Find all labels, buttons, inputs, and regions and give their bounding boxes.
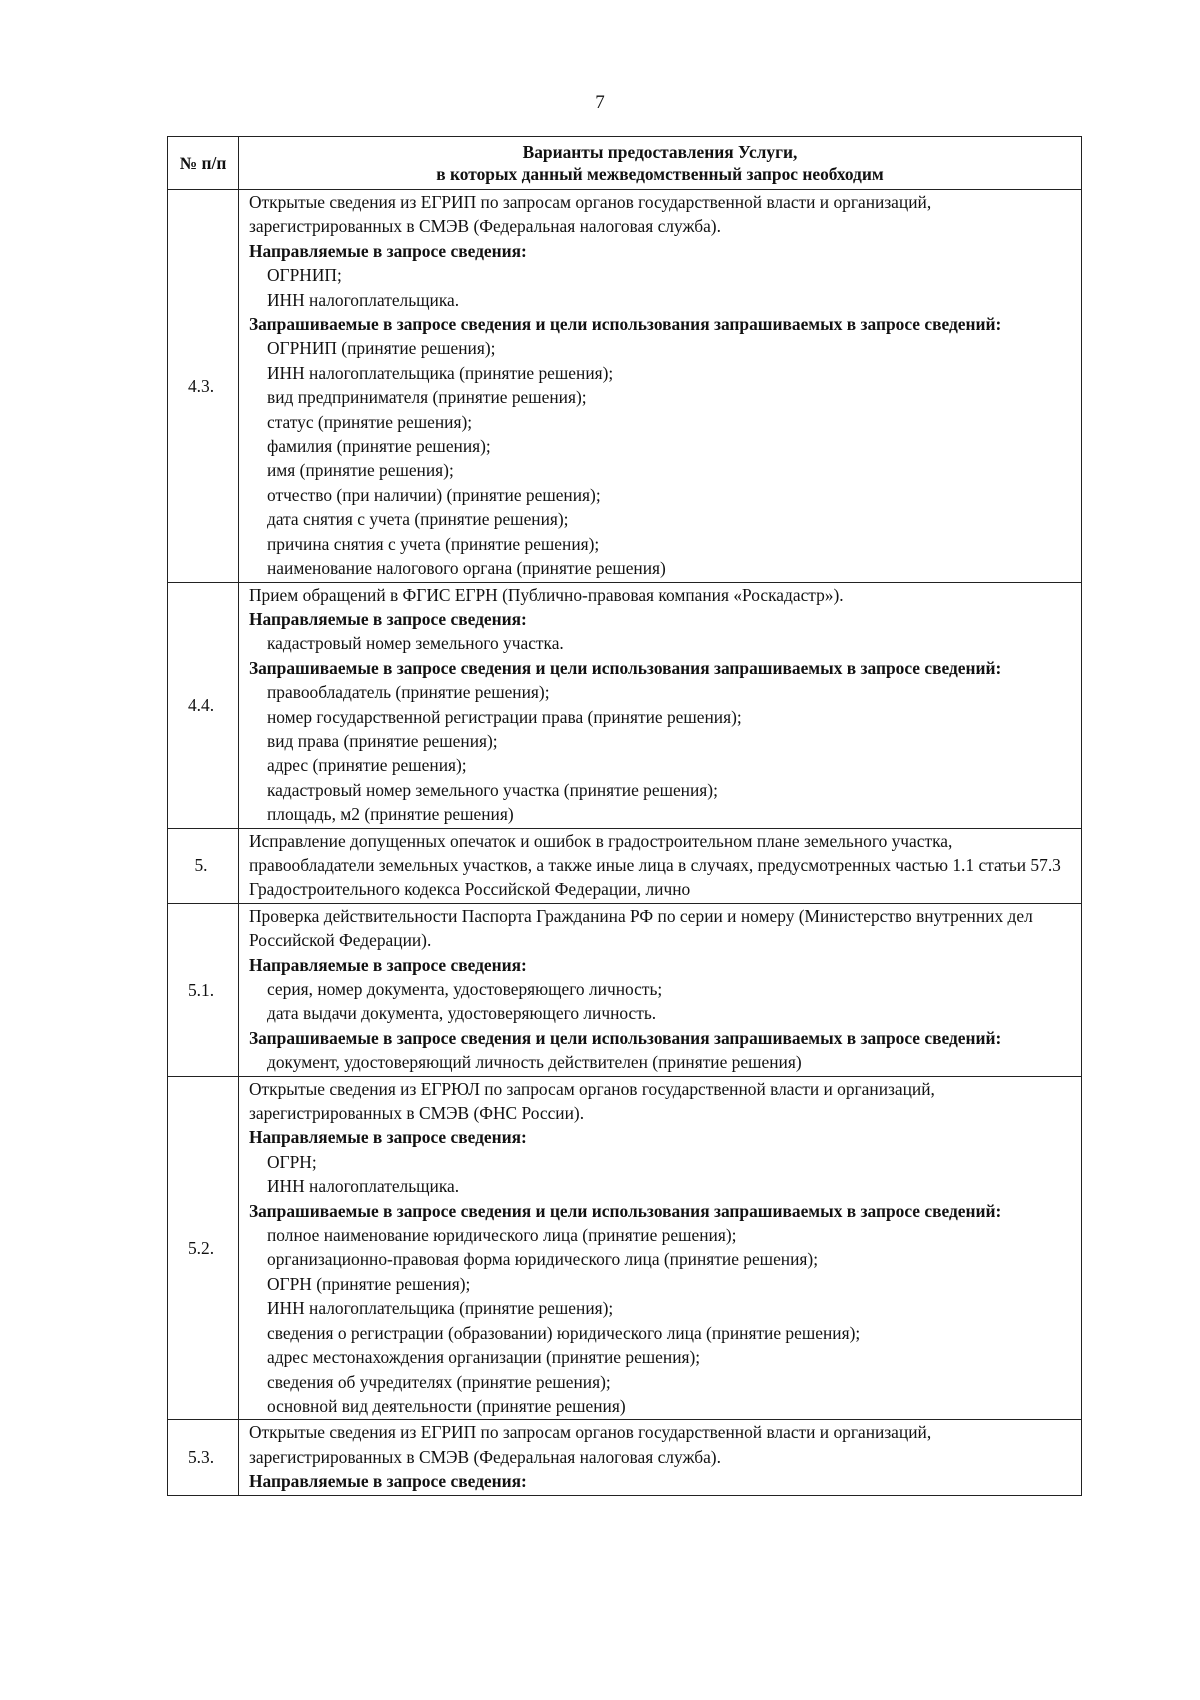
list-item: сведения об учредителях (принятие решения); <box>267 1371 611 1392</box>
row-description: Открытые сведения из ЕГРИП по запросам органов государственной власти и организаций, зарегистрированных в СМЭВ (Федеральная налоговая служба). <box>249 192 932 237</box>
row-number: 5.3. <box>168 1420 239 1495</box>
section-heading: Запрашиваемые в запросе сведения и цели использования запрашиваемых в запросе сведений: <box>249 1200 1002 1221</box>
section-heading: Запрашиваемые в запросе сведения и цели использования запрашиваемых в запросе сведений: <box>249 1027 1002 1048</box>
list-item: имя (принятие решения); <box>267 460 454 481</box>
list-item: кадастровый номер земельного участка (принятие решения); <box>267 779 718 800</box>
table-row <box>168 1076 1082 1420</box>
row-description: Проверка действительности Паспорта Гражданина РФ по серии и номеру (Министерство внутренних дел Российской Федерации). <box>249 905 1033 951</box>
table-row <box>168 828 1082 903</box>
row-number: 4.3. <box>168 190 239 583</box>
section-heading: Направляемые в запросе сведения: <box>249 240 527 261</box>
page-number: 7 <box>595 92 605 113</box>
table-row <box>168 903 1082 1076</box>
list-item: ИНН налогоплательщика (принятие решения); <box>267 362 614 383</box>
list-item: статус (принятие решения); <box>267 411 473 432</box>
row-content <box>239 582 1082 828</box>
list-item: причина снятия с учета (принятие решения); <box>267 533 600 554</box>
list-item: ОГРН; <box>267 1151 317 1172</box>
section-heading: Запрашиваемые в запросе сведения и цели использования запрашиваемых в запросе сведений: <box>249 314 1002 335</box>
row-content <box>239 1420 1082 1495</box>
header-variants-line1: Варианты предоставления Услуги, <box>522 142 798 162</box>
table-row <box>168 1420 1082 1495</box>
row-number: 5.1. <box>168 903 239 1076</box>
list-item: отчество (при наличии) (принятие решения); <box>267 484 601 505</box>
table-header-row <box>168 137 1082 190</box>
row-number: 4.4. <box>168 582 239 828</box>
list-item: основной вид деятельности (принятие решения) <box>267 1395 626 1416</box>
list-item: ОГРН (принятие решения); <box>267 1273 471 1294</box>
row-content <box>239 190 1082 583</box>
row-number: 5.2. <box>168 1076 239 1420</box>
header-variants-line2: в которых данный межведомственный запрос необходим <box>436 164 884 184</box>
table-body <box>168 190 1082 1496</box>
list-item: правообладатель (принятие решения); <box>267 682 550 703</box>
list-item: кадастровый номер земельного участка. <box>267 633 564 654</box>
section-heading: Направляемые в запросе сведения: <box>249 954 527 975</box>
list-item: фамилия (принятие решения); <box>267 436 491 457</box>
list-item: вид права (принятие решения); <box>267 730 498 751</box>
list-item: ИНН налогоплательщика (принятие решения); <box>267 1298 614 1319</box>
row-description: Прием обращений в ФГИС ЕГРН (Публично-правовая компания «Роскадастр»). <box>249 584 844 605</box>
list-item: серия, номер документа, удостоверяющего личность; <box>267 979 663 999</box>
table-row <box>168 582 1082 828</box>
section-heading: Направляемые в запросе сведения: <box>249 1127 527 1148</box>
list-item: организационно-правовая форма юридического лица (принятие решения); <box>267 1249 819 1270</box>
row-description: Исправление допущенных опечаток и ошибок в градостроительном плане земельного участка, правообладатели земельных участков, а также иные лица в случаях, предусмотренных частью 1.1 статьи 57.3 Градостроительного кодекса Российской Федерации, лично <box>249 830 1061 900</box>
row-content <box>239 903 1082 1076</box>
table-row <box>168 190 1082 583</box>
services-table <box>167 136 1082 1496</box>
list-item: ОГРНИП (принятие решения); <box>267 338 496 359</box>
section-heading: Запрашиваемые в запросе сведения и цели использования запрашиваемых в запросе сведений: <box>249 657 1002 678</box>
row-description: Открытые сведения из ЕГРЮЛ по запросам органов государственной власти и организаций, зарегистрированных в СМЭВ (ФНС России). <box>249 1078 935 1124</box>
row-content <box>239 828 1082 903</box>
list-item: вид предпринимателя (принятие решения); <box>267 387 587 408</box>
section-heading: Направляемые в запросе сведения: <box>249 608 527 629</box>
list-item: полное наименование юридического лица (принятие решения); <box>267 1225 737 1246</box>
header-variants <box>239 137 1082 190</box>
list-item: номер государственной регистрации права (принятие решения); <box>267 706 742 727</box>
list-item: сведения о регистрации (образовании) юридического лица (принятие решения); <box>267 1322 861 1343</box>
header-number: № п/п <box>168 137 239 190</box>
list-item: ОГРНИП; <box>267 265 342 286</box>
list-item: ИНН налогоплательщика. <box>267 1176 460 1197</box>
list-item: площадь, м2 (принятие решения) <box>267 804 514 825</box>
list-item: наименование налогового органа (принятие решения) <box>267 558 666 579</box>
list-item: адрес (принятие решения); <box>267 755 467 776</box>
list-item: дата выдачи документа, удостоверяющего личность. <box>267 1003 657 1024</box>
list-item: адрес местонахождения организации (принятие решения); <box>267 1347 701 1368</box>
row-content <box>239 1076 1082 1420</box>
list-item: ИНН налогоплательщика. <box>267 289 460 310</box>
row-description: Открытые сведения из ЕГРИП по запросам органов государственной власти и организаций, зарегистрированных в СМЭВ (Федеральная налоговая служба). <box>249 1422 932 1467</box>
row-number: 5. <box>168 828 239 903</box>
list-item: документ, удостоверяющий личность действителен (принятие решения) <box>267 1052 802 1073</box>
section-heading: Направляемые в запросе сведения: <box>249 1471 527 1492</box>
list-item: дата снятия с учета (принятие решения); <box>267 509 569 530</box>
